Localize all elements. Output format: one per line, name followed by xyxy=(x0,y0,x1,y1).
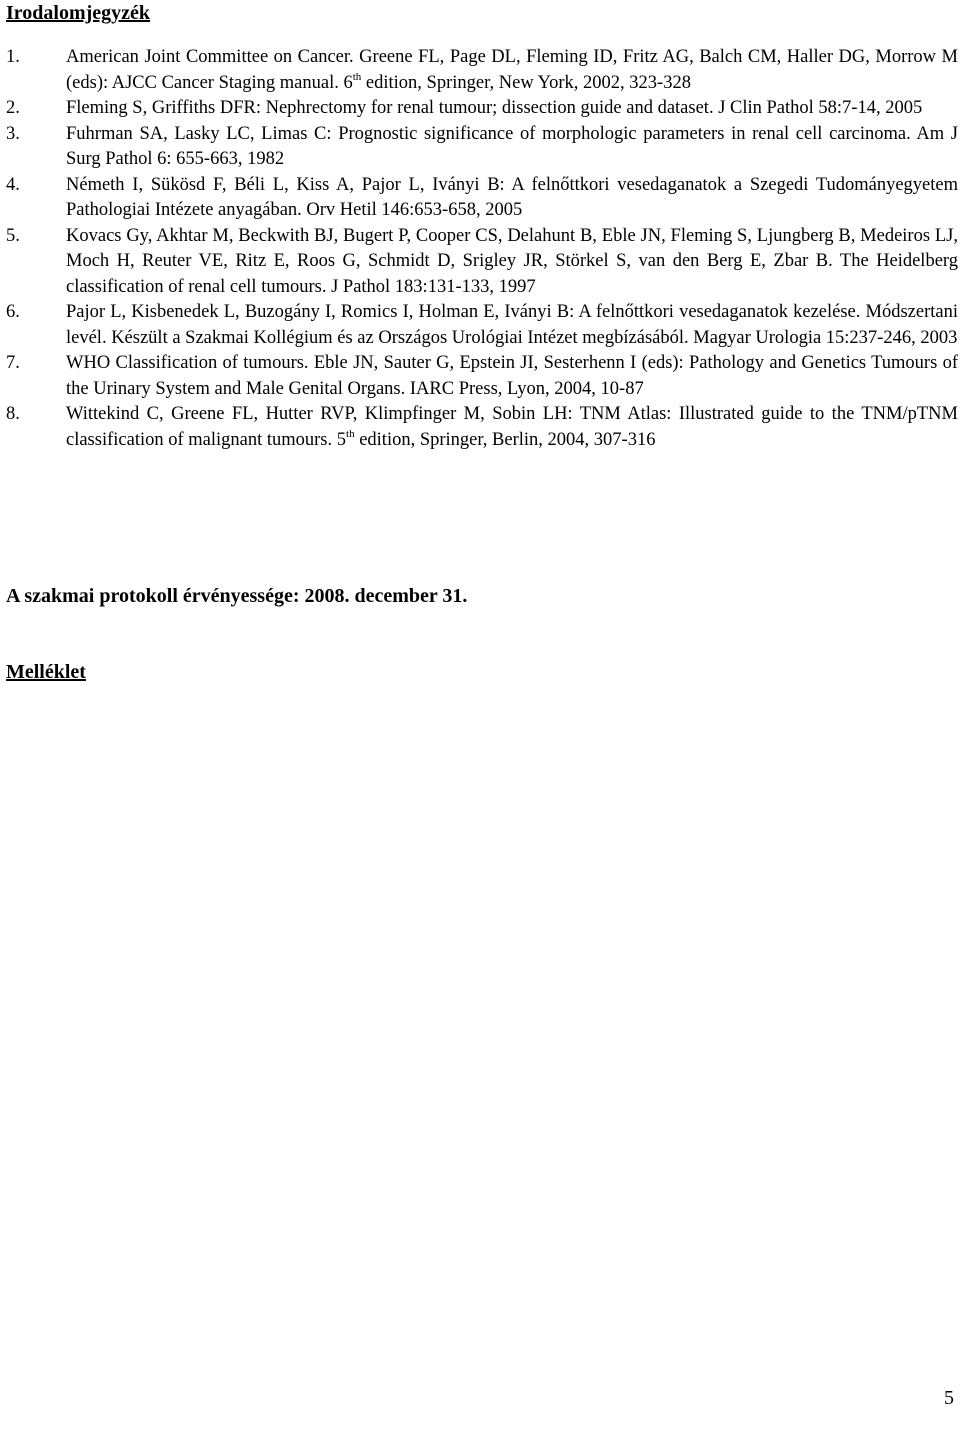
reference-number: 3. xyxy=(6,123,20,144)
section-heading-references: Irodalomjegyzék xyxy=(6,2,151,24)
protocol-validity-statement: A szakmai protokoll érvényessége: 2008. december 31. xyxy=(6,585,468,607)
reference-number: 6. xyxy=(6,302,20,322)
reference-text: Fuhrman SA, Lasky LC, Limas C: Prognostic significance of morphologic parameters in renal cell carcinoma. Am J Surg Pathol 6: 655-663, 1982 xyxy=(66,123,958,169)
reference-text: Wittekind C, Greene FL, Hutter RVP, Klimpfinger M, Sobin LH: TNM Atlas: Illustrated guide to the TNM/pTNM classification of malignant tumours. 5th edition, Springer, Berlin, 2004, 307-316 xyxy=(66,404,958,450)
reference-number: 4. xyxy=(6,174,20,195)
reference-number: 5. xyxy=(6,225,20,246)
reference-item xyxy=(0,96,960,122)
reference-item xyxy=(0,45,960,96)
reference-item xyxy=(0,224,960,301)
superscript: th xyxy=(346,427,355,440)
reference-text: Németh I, Sükösd F, Béli L, Kiss A, Pajor L, Iványi B: A felnőttkori vesedaganatok a Szegedi Tudományegyetem Pathologiai Intézete anyagában. Orv Hetil 146:653-658, 2005 xyxy=(66,174,958,220)
reference-item xyxy=(0,351,960,402)
reference-number: 2. xyxy=(6,98,20,118)
reference-number: 7. xyxy=(6,353,20,373)
reference-text: Fleming S, Griffiths DFR: Nephrectomy for renal tumour; dissection guide and dataset. J Clin Pathol 58:7-14, 2005 xyxy=(66,98,923,118)
reference-text: American Joint Committee on Cancer. Greene FL, Page DL, Fleming ID, Fritz AG, Balch CM, Haller DG, Morrow M (eds): AJCC Cancer Staging manual. 6th edition, Springer, New York, 2002, 323-328 xyxy=(66,47,958,93)
reference-item xyxy=(0,173,960,224)
section-heading-annex: Melléklet xyxy=(6,661,86,683)
reference-number: 8. xyxy=(6,404,20,424)
reference-number: 1. xyxy=(6,47,20,67)
superscript: th xyxy=(352,70,362,83)
reference-list xyxy=(0,45,960,453)
reference-item xyxy=(0,402,960,453)
reference-item xyxy=(0,122,960,173)
page-number: 5 xyxy=(944,1387,954,1409)
reference-text: WHO Classification of tumours. Eble JN, Sauter G, Epstein JI, Sesterhenn I (eds): Pathology and Genetics Tumours of the Urinary System and Male Genital Organs. IARC Press, Lyon, 2004, 10-87 xyxy=(66,353,958,399)
reference-text: Kovacs Gy, Akhtar M, Beckwith BJ, Bugert P, Cooper CS, Delahunt B, Eble JN, Fleming S, Ljungberg B, Medeiros LJ, Moch H, Reuter VE, Ritz E, Roos G, Schmidt D, Srigley JR, Störkel S, van den Berg E, Zbar B. The Heidelberg classification of renal cell tumours. J Pathol 183:131-133, 1997 xyxy=(66,225,958,297)
reference-text: Pajor L, Kisbenedek L, Buzogány I, Romics I, Holman E, Iványi B: A felnőttkori vesedaganatok kezelése. Módszertani levél. Készült a Szakmai Kollégium és az Országos Urológiai Intézet megbízásából. Magyar Urologia 15:237-246, 2003 xyxy=(66,302,958,348)
reference-item xyxy=(0,300,960,351)
